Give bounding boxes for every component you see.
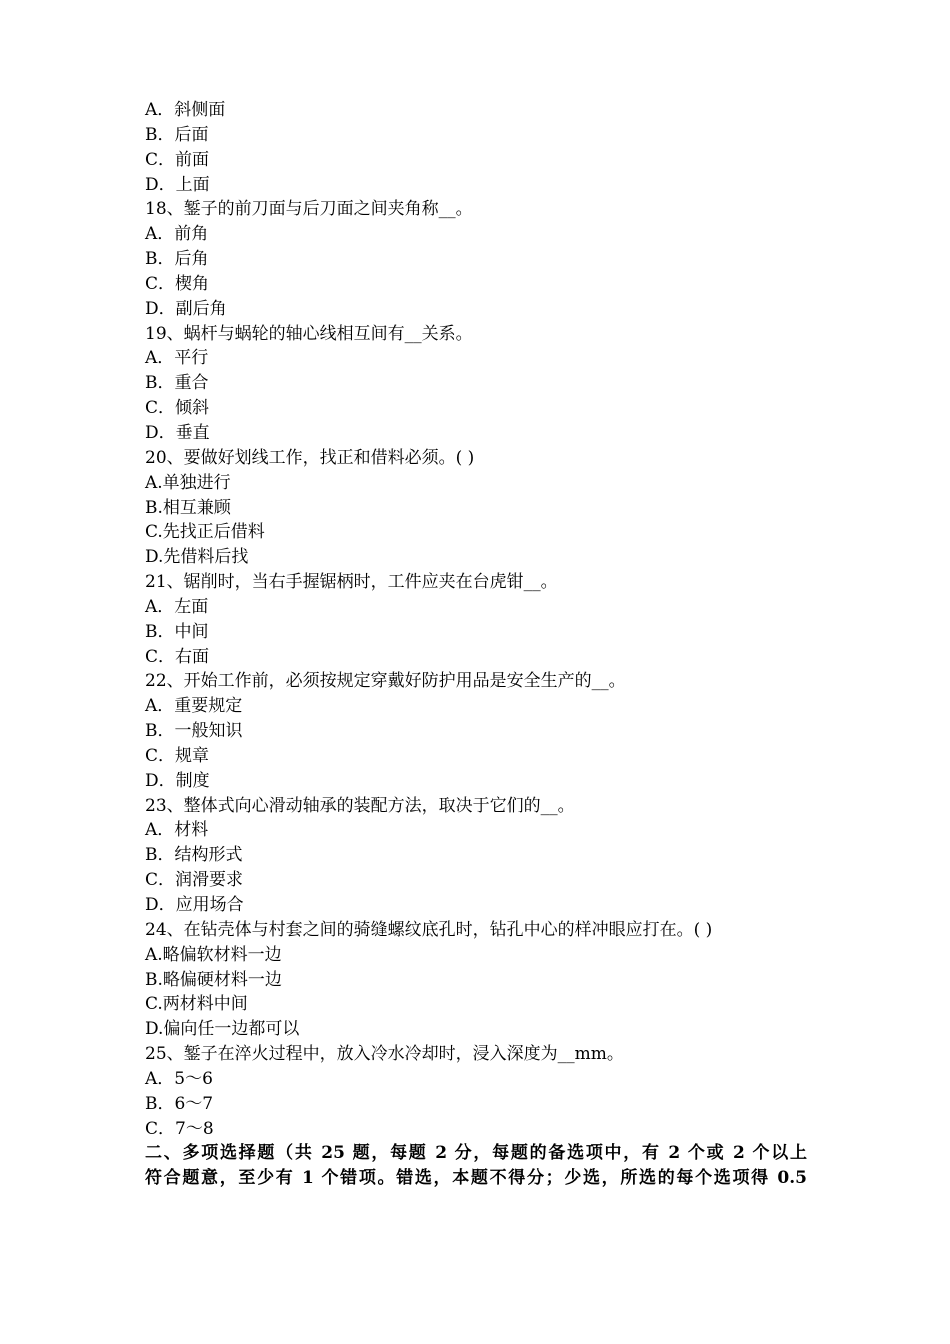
answer-option: A．平行 xyxy=(145,348,209,369)
question-stem: 20、要做好划线工作，找正和借料必须。( ) xyxy=(145,447,475,468)
answer-option: A．5～6 xyxy=(145,1068,213,1089)
answer-option: D．制度 xyxy=(145,770,210,791)
answer-option: C.先找正后借料 xyxy=(145,522,265,543)
question-list xyxy=(145,98,815,1141)
answer-option: A．重要规定 xyxy=(145,696,243,717)
section-heading-line-2: 符合题意，至少有 1 个错项。错选，本题不得分；少选，所选的每个选项得 0.5 xyxy=(145,1168,807,1189)
answer-option: C．7～8 xyxy=(145,1118,214,1139)
answer-option: D．垂直 xyxy=(145,422,210,443)
section-heading-line-1: 二、多项选择题（共 25 题，每题 2 分，每题的备选项中，有 2 个或 2 个以上 xyxy=(145,1143,807,1164)
answer-option: A．前角 xyxy=(145,224,209,245)
answer-option: D．上面 xyxy=(145,174,210,195)
answer-option: D．副后角 xyxy=(145,298,227,319)
answer-option: A．左面 xyxy=(145,596,209,617)
answer-option: C．规章 xyxy=(145,745,210,766)
question-stem: 21、锯削时，当右手握锯柄时，工件应夹在台虎钳__。 xyxy=(145,572,558,593)
question-stem: 24、在钻壳体与村套之间的骑缝螺纹底孔时，钻孔中心的样冲眼应打在。( ) xyxy=(145,919,713,940)
answer-option: C．右面 xyxy=(145,646,210,667)
answer-option: A.略偏软材料一边 xyxy=(145,944,282,965)
answer-option: B．中间 xyxy=(145,621,209,642)
document-body xyxy=(145,98,815,1191)
answer-option: A．材料 xyxy=(145,820,209,841)
answer-option: B．6～7 xyxy=(145,1093,214,1114)
answer-option: B．重合 xyxy=(145,373,209,394)
answer-option: D.先借料后找 xyxy=(145,547,249,568)
question-stem: 25、錾子在淬火过程中，放入冷水冷却时，浸入深度为__mm。 xyxy=(145,1044,624,1065)
answer-option: D.偏向任一边都可以 xyxy=(145,1019,300,1040)
answer-option: C．前面 xyxy=(145,149,210,170)
answer-option: D．应用场合 xyxy=(145,895,244,915)
answer-option: C．润滑要求 xyxy=(145,870,244,891)
answer-option: C．倾斜 xyxy=(145,398,210,419)
answer-option: B．一般知识 xyxy=(145,721,243,742)
question-stem: 23、整体式向心滑动轴承的装配方法，取决于它们的__。 xyxy=(145,795,575,816)
question-stem: 19、蜗杆与蜗轮的轴心线相互间有__关系。 xyxy=(145,323,473,344)
answer-option: C．楔角 xyxy=(145,273,210,294)
answer-option: B．后角 xyxy=(145,249,209,270)
answer-option: C.两材料中间 xyxy=(145,994,248,1015)
answer-option: B．后面 xyxy=(145,124,209,145)
answer-option: B．结构形式 xyxy=(145,845,243,866)
answer-option: A．斜侧面 xyxy=(145,100,226,120)
question-stem: 22、开始工作前，必须按规定穿戴好防护用品是安全生产的__。 xyxy=(145,671,626,692)
question-stem: 18、錾子的前刀面与后刀面之间夹角称__。 xyxy=(145,199,473,220)
answer-option: B.略偏硬材料一边 xyxy=(145,969,282,990)
answer-option: B.相互兼顾 xyxy=(145,497,231,518)
answer-option: A.单独进行 xyxy=(145,472,231,493)
